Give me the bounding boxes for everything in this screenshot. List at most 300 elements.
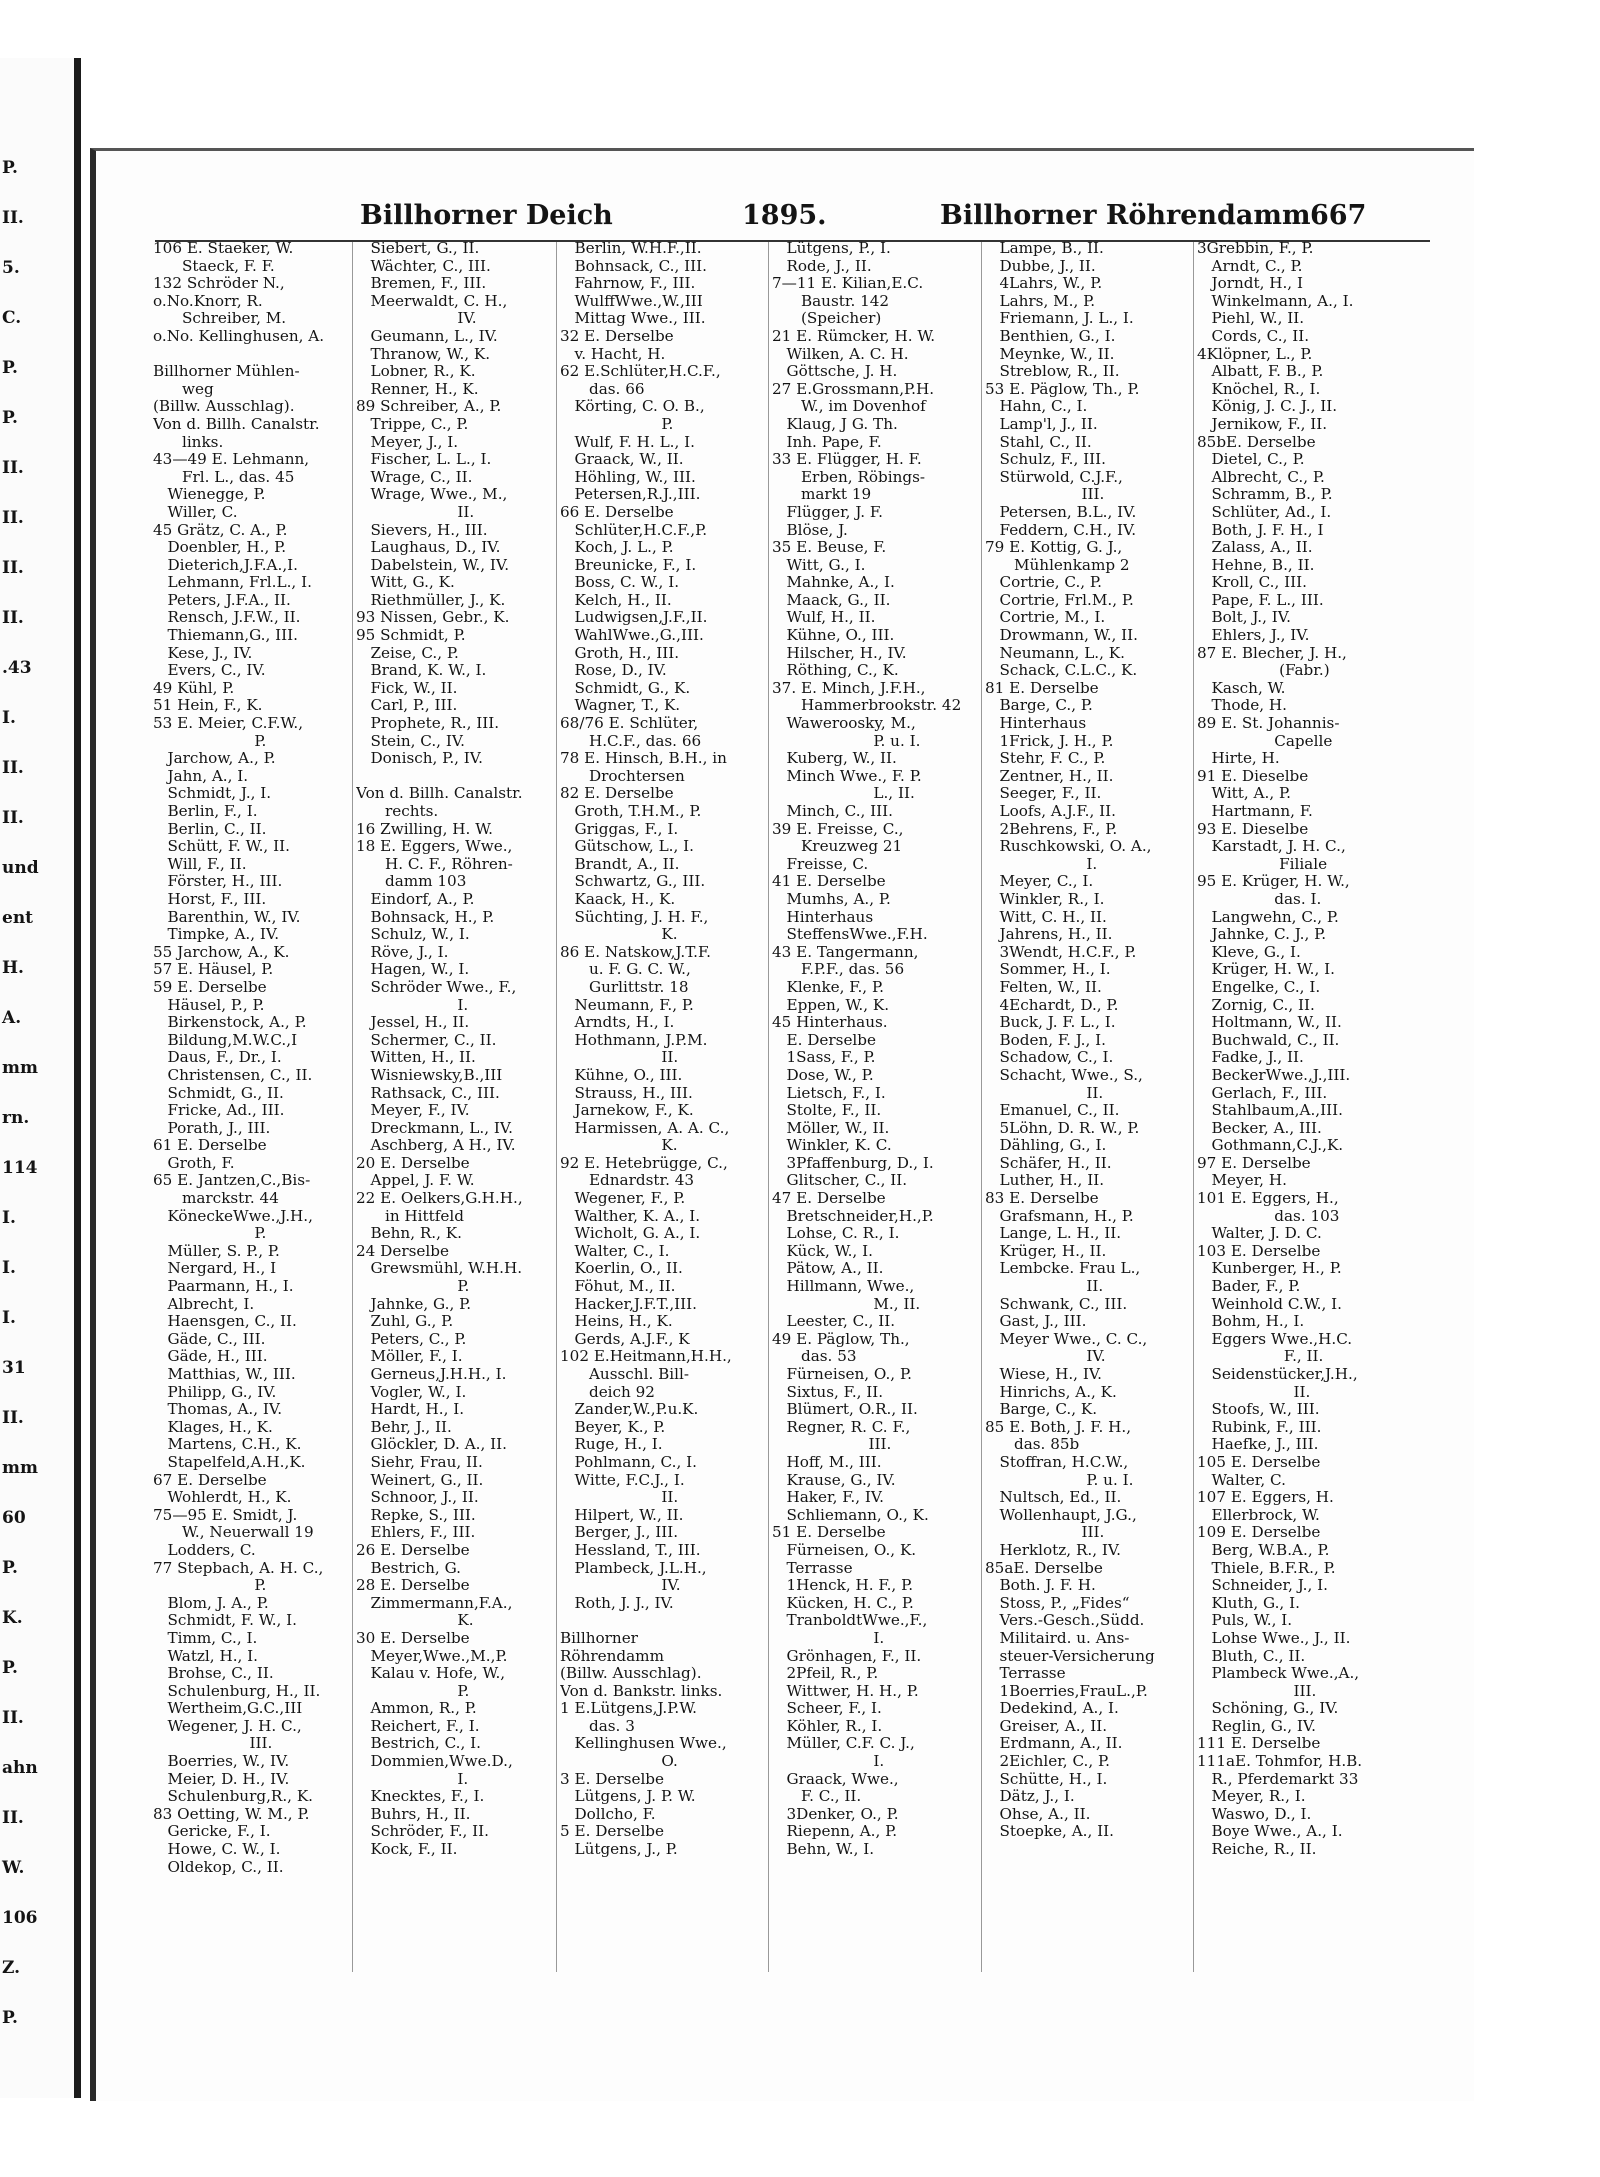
directory-entry: Erdmann, A., II. — [985, 1735, 1123, 1753]
directory-entry: Flügger, J. F. — [772, 503, 883, 521]
directory-entry: III. — [985, 486, 1105, 504]
directory-entry: Lütgens, J. P. W. — [560, 1788, 696, 1806]
directory-entry: 3 E. Derselbe — [560, 1770, 665, 1788]
directory-entry: Prophete, R., III. — [356, 715, 500, 733]
column-2 — [356, 240, 558, 1859]
directory-entry: Reglin, G., IV. — [1197, 1717, 1316, 1735]
directory-entry: Donisch, P., IV. — [356, 750, 483, 768]
directory-entry: Förster, H., III. — [153, 873, 283, 891]
directory-entry: 111 E. Derselbe — [1197, 1735, 1321, 1753]
prev-page-fragment: 60 — [2, 1508, 26, 1528]
column-3 — [560, 240, 762, 1859]
directory-entry: Lütgens, J., P. — [560, 1841, 678, 1859]
directory-entry: Glöckler, D. A., II. — [356, 1436, 507, 1454]
directory-entry: I. — [772, 1629, 885, 1647]
directory-entry: 105 E. Derselbe — [1197, 1453, 1321, 1471]
directory-entry: Waswo, D., I. — [1197, 1805, 1312, 1823]
directory-entry: 85bE. Derselbe — [1197, 433, 1316, 451]
directory-entry: Ruschkowski, O. A., — [985, 838, 1152, 856]
directory-entry: Kock, F., II. — [356, 1841, 458, 1859]
directory-entry: Wisniewsky,B.,III — [356, 1066, 503, 1084]
directory-entry: Kunberger, H., P. — [1197, 1260, 1342, 1278]
directory-entry: 93 Nissen, Gebr., K. — [356, 609, 510, 627]
directory-entry: Lampe, B., II. — [985, 240, 1104, 257]
prev-page-fragment: II. — [2, 758, 24, 778]
directory-entry: Lobner, R., K. — [356, 363, 476, 381]
directory-entry: Bluth, C., II. — [1197, 1647, 1306, 1665]
directory-entry: O. — [560, 1753, 678, 1771]
directory-entry: Blümert, O.R., II. — [772, 1401, 918, 1419]
directory-entry: Wrage, Wwe., M., — [356, 486, 508, 504]
directory-entry: Walther, K. A., I. — [560, 1207, 701, 1225]
directory-entry: Klenke, F., P. — [772, 978, 884, 996]
directory-entry: Nergard, H., I — [153, 1260, 277, 1278]
directory-entry: P. — [153, 1225, 267, 1243]
directory-entry: Buchwald, C., II. — [1197, 1031, 1340, 1049]
directory-entry: 109 E. Derselbe — [1197, 1524, 1321, 1542]
directory-entry: P. u. I. — [985, 1471, 1134, 1489]
directory-entry: Cortrie, C., P. — [985, 574, 1102, 592]
directory-entry: Lange, L. H., II. — [985, 1225, 1122, 1243]
directory-entry: I. — [985, 855, 1098, 873]
directory-entry: Walter, C., I. — [560, 1242, 670, 1260]
directory-entry: 78 E. Hinsch, B.H., in — [560, 750, 727, 768]
directory-entry: R., Pferdemarkt 33 — [1197, 1770, 1359, 1788]
directory-entry: P. — [560, 415, 674, 433]
directory-entry: Carl, P., III. — [356, 697, 458, 715]
directory-entry: 37. E. Minch, J.F.H., — [772, 679, 926, 697]
directory-entry: 24 Derselbe — [356, 1242, 449, 1260]
directory-entry: Bretschneider,H.,P. — [772, 1207, 934, 1225]
prev-page-fragment: W. — [2, 1858, 25, 1878]
directory-entry: Barge, C., K. — [985, 1401, 1098, 1419]
directory-entry: Fischer, L. L., I. — [356, 451, 492, 469]
directory-entry: Thiele, B.F.R., P. — [1197, 1559, 1336, 1577]
directory-entry: Philipp, G., IV. — [153, 1383, 277, 1401]
directory-entry: Albrecht, C., P. — [1197, 468, 1325, 486]
directory-entry: WahlWwe.,G.,III. — [560, 627, 704, 645]
directory-entry: Meyer Wwe., C. C., — [985, 1330, 1148, 1348]
directory-entry: Staeck, F. F. — [153, 257, 275, 275]
directory-entry: Erben, Röbings- — [772, 468, 926, 486]
directory-entry: Hilpert, W., II. — [560, 1506, 684, 1524]
directory-entry: Terrasse — [772, 1559, 853, 1577]
directory-entry: Sommer, H., I. — [985, 961, 1111, 979]
column-rule — [352, 242, 353, 1972]
directory-entry: (Billw. Ausschlag). — [560, 1665, 702, 1683]
prev-page-fragment: II. — [2, 208, 24, 228]
directory-entry: Jahn, A., I. — [153, 767, 249, 785]
prev-page-fragment: 31 — [2, 1358, 26, 1378]
directory-entry: Koch, J. L., P. — [560, 539, 674, 557]
directory-entry: Peters, C., P. — [356, 1330, 467, 1348]
directory-entry: Lietsch, F., I. — [772, 1084, 886, 1102]
directory-entry: 111aE. Tohmfor, H.B. — [1197, 1753, 1363, 1771]
directory-entry: Eggers Wwe.,H.C. — [1197, 1330, 1353, 1348]
directory-entry: Zornig, C., II. — [1197, 996, 1315, 1014]
prev-page-fragment: P. — [2, 1658, 18, 1678]
directory-entry: Grewsmühl, W.H.H. — [356, 1260, 523, 1278]
directory-entry: Gericke, F., I. — [153, 1823, 271, 1841]
directory-entry: Pohlmann, C., I. — [560, 1453, 697, 1471]
directory-entry: Berlin, F., I. — [153, 803, 258, 820]
directory-entry: Mahnke, A., I. — [772, 574, 895, 592]
directory-entry: 51 Hein, F., K. — [153, 697, 263, 715]
directory-entry: Felten, W., II. — [985, 978, 1102, 996]
directory-entry: Bader, F., P. — [1197, 1278, 1301, 1296]
directory-entry: Walter, C. — [1197, 1471, 1286, 1489]
directory-entry: Appel, J. F. W. — [356, 1172, 475, 1190]
directory-entry: Stehr, F. C., P. — [985, 750, 1106, 768]
directory-entry: Lütgens, P., I. — [772, 240, 891, 257]
directory-entry: W., im Dovenhof — [772, 398, 926, 416]
directory-entry: 35 E. Beuse, F. — [772, 539, 887, 557]
directory-entry: Minch, C., III. — [772, 803, 894, 820]
directory-entry: Reichert, F., I. — [356, 1717, 480, 1735]
directory-entry: Baustr. 142 — [772, 292, 890, 310]
directory-entry: Wächter, C., III. — [356, 257, 491, 275]
directory-entry: 20 E. Derselbe — [356, 1154, 470, 1172]
prev-page-fragment: und — [2, 858, 39, 878]
directory-entry: Heins, H., K. — [560, 1313, 673, 1331]
column-rule — [1193, 242, 1194, 1972]
directory-entry: Rubink, F., III. — [1197, 1418, 1322, 1436]
column-1 — [153, 240, 355, 1876]
directory-entry: Stoepke, A., II. — [985, 1823, 1114, 1841]
directory-entry: P. — [356, 1682, 470, 1700]
directory-entry: Siehr, Frau, II. — [356, 1453, 483, 1471]
directory-entry: 91 E. Dieselbe — [1197, 767, 1309, 785]
directory-entry: Feddern, C.H., IV. — [985, 521, 1137, 539]
directory-entry: 43 E. Tangermann, — [772, 943, 919, 961]
directory-entry: 22 E. Oelkers,G.H.H., — [356, 1190, 523, 1208]
directory-entry: u. F. G. C. W., — [560, 961, 691, 979]
directory-entry: M., II. — [772, 1295, 921, 1313]
prev-page-fragment: P. — [2, 2008, 18, 2028]
column-6 — [1197, 240, 1399, 1859]
directory-entry: Capelle — [1197, 732, 1333, 750]
directory-entry: Stoffran, H.C.W., — [985, 1453, 1129, 1471]
directory-entry: Von d. Bankstr. links. — [560, 1682, 723, 1700]
directory-entry: Strauss, H., III. — [560, 1084, 693, 1102]
directory-entry: Herklotz, R., IV. — [985, 1541, 1121, 1559]
directory-entry: Cortrie, Frl.M., P. — [985, 591, 1134, 609]
directory-entry: Schacht, Wwe., S., — [985, 1066, 1143, 1084]
directory-entry: Fürneisen, O., K. — [772, 1541, 917, 1559]
directory-entry: Hirte, H. — [1197, 750, 1280, 768]
directory-entry: P. — [153, 732, 267, 750]
directory-entry: Roth, J. J., IV. — [560, 1594, 674, 1612]
directory-entry: Winkelmann, A., I. — [1197, 292, 1354, 310]
directory-entry: Brand, K. W., I. — [356, 662, 487, 680]
directory-entry: Oldekop, C., II. — [153, 1858, 284, 1876]
directory-entry: E. Derselbe — [772, 1031, 876, 1049]
directory-entry: Winkler, R., I. — [985, 890, 1105, 908]
directory-entry: 67 E. Derselbe — [153, 1471, 267, 1489]
directory-entry: IV. — [560, 1577, 681, 1595]
directory-entry: das. I. — [1197, 890, 1322, 908]
prev-page-fragment: I. — [2, 1258, 16, 1278]
directory-entry: 33 E. Flügger, H. F. — [772, 451, 922, 469]
directory-entry: Stahlbaum,A.,III. — [1197, 1102, 1343, 1120]
directory-entry: Schütt, F. W., II. — [153, 838, 290, 856]
directory-entry: Vers.-Gesch.,Südd. — [985, 1612, 1145, 1630]
directory-entry: Krause, G., IV. — [772, 1471, 896, 1489]
directory-entry: 82 E. Derselbe — [560, 785, 674, 803]
directory-entry: Wittwer, H. H., P. — [772, 1682, 919, 1700]
directory-entry: Repke, S., III. — [356, 1506, 476, 1524]
directory-entry: Puls, W., I. — [1197, 1612, 1293, 1630]
directory-entry: Riethmüller, J., K. — [356, 591, 506, 609]
directory-entry: Meyer,Wwe.,M.,P. — [356, 1647, 508, 1665]
directory-entry: Lohse Wwe., J., II. — [1197, 1629, 1351, 1647]
directory-entry: Geumann, L., IV. — [356, 327, 498, 345]
directory-entry: F. C., II. — [772, 1788, 862, 1806]
directory-entry: Harmissen, A. A. C., — [560, 1119, 730, 1137]
directory-entry: Grönhagen, F., II. — [772, 1647, 922, 1665]
directory-entry: Thomas, A., IV. — [153, 1401, 283, 1419]
directory-entry: Fadke, J., II. — [1197, 1049, 1304, 1067]
directory-entry: II. — [985, 1084, 1104, 1102]
directory-entry: Dabelstein, W., IV. — [356, 556, 510, 574]
directory-entry: Buhrs, H., II. — [356, 1805, 471, 1823]
directory-entry: Dedekind, A., I. — [985, 1700, 1119, 1718]
directory-entry: Schmidt, J., I. — [153, 785, 272, 803]
directory-entry: Rensch, J.F.W., II. — [153, 609, 301, 627]
directory-entry: Thode, H. — [1197, 697, 1287, 715]
directory-entry: Dreckmann, L., IV. — [356, 1119, 513, 1137]
directory-entry: 5Löhn, D. R. W., P. — [985, 1119, 1140, 1137]
directory-entry: 55 Jarchow, A., K. — [153, 943, 290, 961]
directory-entry: Winkler, K. C. — [772, 1137, 892, 1155]
directory-entry: Terrasse — [985, 1665, 1066, 1683]
directory-entry: Eppen, W., K. — [772, 996, 890, 1014]
directory-entry: Will, F., II. — [153, 855, 247, 873]
directory-entry: Gast, J., III. — [985, 1313, 1087, 1331]
directory-entry: Ausschl. Bill- — [560, 1366, 689, 1383]
directory-entry: Schröder, F., II. — [356, 1823, 490, 1841]
directory-entry: 3Wendt, H.C.F., P. — [985, 943, 1137, 961]
directory-entry: Hammerbrookstr. 42 — [772, 697, 962, 715]
directory-entry: 5 E. Derselbe — [560, 1823, 665, 1841]
directory-entry: Howe, C. W., I. — [153, 1841, 281, 1859]
directory-entry: Meyer, F., IV. — [356, 1102, 470, 1120]
directory-entry: 103 E. Derselbe — [1197, 1242, 1321, 1260]
directory-entry: Schreiber, M. — [153, 310, 287, 328]
directory-entry: 53 E. Päglow, Th., P. — [985, 380, 1140, 398]
directory-entry: Martens, C.H., K. — [153, 1436, 302, 1454]
directory-entry: Jarnekow, F., K. — [560, 1102, 694, 1120]
directory-entry: Streblow, R., II. — [985, 363, 1120, 381]
directory-entry: 68/76 E. Schlüter, — [560, 715, 699, 733]
directory-entry: Inh. Pape, F. — [772, 433, 882, 451]
directory-entry: Greiser, A., II. — [985, 1717, 1108, 1735]
directory-entry: Hartmann, F. — [1197, 803, 1313, 820]
directory-entry: Hoff, M., III. — [772, 1453, 882, 1471]
directory-entry: III. — [153, 1735, 273, 1753]
directory-entry: Krüger, H., II. — [985, 1242, 1107, 1260]
directory-entry: 102 E.Heitmann,H.H., — [560, 1348, 732, 1366]
directory-entry: Sixtus, F., II. — [772, 1383, 884, 1401]
directory-entry: Schmidt, F. W., I. — [153, 1612, 298, 1630]
directory-entry: Nultsch, Ed., II. — [985, 1489, 1122, 1507]
directory-entry: (Speicher) — [772, 310, 882, 328]
directory-entry: Bestrich, G. — [356, 1559, 462, 1577]
directory-entry: Scheer, F., I. — [772, 1700, 882, 1718]
directory-entry: rechts. — [356, 803, 439, 820]
directory-entry: Haensgen, C., II. — [153, 1313, 297, 1331]
directory-entry: Meyer, R., I. — [1197, 1788, 1306, 1806]
directory-entry: Schulz, F., III. — [985, 451, 1106, 469]
directory-entry: Breunicke, F., I. — [560, 556, 697, 574]
directory-entry: das. 3 — [560, 1717, 635, 1735]
directory-entry: Filiale — [1197, 855, 1328, 873]
directory-entry: Hinterhaus — [985, 715, 1087, 733]
directory-entry: 66 E. Derselbe — [560, 503, 674, 521]
directory-entry: Porath, J., III. — [153, 1119, 271, 1137]
directory-entry: 39 E. Freisse, C., — [772, 820, 904, 838]
directory-entry: 89 Schreiber, A., P. — [356, 398, 502, 416]
directory-entry: Schütte, H., I. — [985, 1770, 1108, 1788]
directory-entry: Schulenburg, H., II. — [153, 1682, 321, 1700]
directory-entry: 101 E. Eggers, H., — [1197, 1190, 1339, 1208]
directory-entry: Bildung,M.W.C.,I — [153, 1031, 298, 1049]
directory-entry: 51 E. Derselbe — [772, 1524, 886, 1542]
directory-entry: Föhut, M., II. — [560, 1278, 676, 1296]
directory-entry: Freisse, C. — [772, 855, 869, 873]
previous-page-edge — [0, 58, 74, 2098]
directory-entry: Seeger, F., II. — [985, 785, 1102, 803]
directory-entry: Walter, J. D. C. — [1197, 1225, 1322, 1243]
directory-entry: Mühlenkamp 2 — [985, 556, 1130, 574]
directory-entry: Lehmann, Frl.L., I. — [153, 574, 312, 592]
directory-entry: Kleve, G., I. — [1197, 943, 1301, 961]
directory-entry: Stoss, P., „Fides“ — [985, 1594, 1130, 1612]
directory-entry: I. — [356, 996, 469, 1014]
directory-entry: Gurlittstr. 18 — [560, 978, 689, 996]
directory-entry: 45 Hinterhaus. — [772, 1014, 888, 1032]
directory-entry: Fürneisen, O., P. — [772, 1366, 912, 1383]
prev-page-fragment: K. — [2, 1608, 23, 1628]
directory-entry: Klaug, J G. Th. — [772, 415, 898, 433]
directory-entry: Wohlerdt, H., K. — [153, 1489, 292, 1507]
directory-entry: 1 E.Lütgens,J.P.W. — [560, 1700, 697, 1718]
directory-entry: Griggas, F., I. — [560, 820, 679, 838]
directory-entry: F., II. — [1197, 1348, 1324, 1366]
prev-page-fragment: P. — [2, 358, 18, 378]
directory-entry: 30 E. Derselbe — [356, 1629, 470, 1647]
directory-entry: Watzl, H., I. — [153, 1647, 258, 1665]
column-4 — [772, 240, 974, 1859]
directory-entry: 16 Zwilling, H. W. — [356, 820, 493, 838]
directory-entry: Reiche, R., II. — [1197, 1841, 1317, 1859]
directory-entry: deich 92 — [560, 1383, 655, 1401]
directory-entry: 41 E. Derselbe — [772, 873, 886, 891]
prev-page-fragment: .43 — [2, 658, 32, 678]
prev-page-fragment: I. — [2, 1208, 16, 1228]
directory-entry: Horst, F., III. — [153, 890, 267, 908]
directory-entry: 75—95 E. Smidt, J. — [153, 1506, 298, 1524]
directory-entry: 65 E. Jantzen,C.,Bis- — [153, 1172, 311, 1190]
directory-entry: Arndt, C., P. — [1197, 257, 1303, 275]
directory-entry: Krüger, H. W., I. — [1197, 961, 1335, 979]
directory-entry: Dubbe, J., II. — [985, 257, 1096, 275]
directory-entry: Röthing, C., K. — [772, 662, 899, 680]
directory-entry: 83 Oetting, W. M., P. — [153, 1805, 310, 1823]
directory-entry: Dose, W., P. — [772, 1066, 874, 1084]
directory-entry: Berger, J., III. — [560, 1524, 679, 1542]
directory-entry: Vogler, W., I. — [356, 1383, 467, 1401]
directory-entry: 95 Schmidt, P. — [356, 627, 466, 645]
directory-entry: Von d. Billh. Canalstr. — [356, 785, 523, 803]
directory-entry: Kücken, H. C., P. — [772, 1594, 914, 1612]
directory-entry: Kelch, H., II. — [560, 591, 672, 609]
directory-entry: Petersen,R.J.,III. — [560, 486, 701, 504]
directory-entry: Kasch, W. — [1197, 679, 1286, 697]
directory-entry: Kese, J., IV. — [153, 644, 253, 662]
directory-entry: v. Hacht, H. — [560, 345, 666, 363]
directory-entry: Friemann, J. L., I. — [985, 310, 1134, 328]
directory-entry: Kaack, H., K. — [560, 890, 676, 908]
directory-entry: Barge, C., P. — [985, 697, 1093, 715]
directory-entry: Cortrie, M., I. — [985, 609, 1106, 627]
directory-entry: Haefke, J., III. — [1197, 1436, 1319, 1454]
directory-entry: Gerneus,J.H.H., I. — [356, 1366, 507, 1383]
prev-page-fragment: II. — [2, 608, 24, 628]
directory-entry: Lodders, C. — [153, 1541, 256, 1559]
directory-entry: Lembcke. Frau L., — [985, 1260, 1141, 1278]
directory-entry: II. — [560, 1049, 679, 1067]
right-street-title: Billhorner Röhrendamm — [940, 200, 1311, 231]
directory-entry: I. — [356, 1770, 469, 1788]
directory-entry: Gothmann,C.J.,K. — [1197, 1137, 1344, 1155]
year: 1895. — [742, 200, 827, 231]
directory-entry: Schack, C.L.C., K. — [985, 662, 1138, 680]
directory-entry: Hagen, W., I. — [356, 961, 470, 979]
directory-entry: 83 E. Derselbe — [985, 1190, 1099, 1208]
prev-page-fragment: II. — [2, 508, 24, 528]
directory-entry: Albatt, F. B., P. — [1197, 363, 1324, 381]
directory-entry: Militaird. u. Ans- — [985, 1629, 1130, 1647]
directory-entry: Jahnke, C. J., P. — [1197, 926, 1327, 944]
directory-entry: Schadow, C., I. — [985, 1049, 1114, 1067]
directory-entry: Wollenhaupt, J.G., — [985, 1506, 1137, 1524]
directory-entry: Buck, J. F. L., I. — [985, 1014, 1116, 1032]
directory-entry: 132 Schröder N., — [153, 275, 285, 293]
directory-entry: Becker, A., III. — [1197, 1119, 1322, 1137]
directory-entry: Rose, D., IV. — [560, 662, 667, 680]
directory-entry: Leester, C., II. — [772, 1313, 896, 1331]
directory-entry: 43—49 E. Lehmann, — [153, 451, 310, 469]
page-number: 667 — [1310, 200, 1367, 231]
directory-entry: Knöchel, R., I. — [1197, 380, 1321, 398]
directory-entry: 86 E. Natskow,J.T.F. — [560, 943, 711, 961]
directory-entry: Göttsche, J. H. — [772, 363, 898, 381]
column-rule — [981, 242, 982, 1972]
directory-entry: Bohnsack, H., P. — [356, 908, 495, 926]
directory-entry: Cords, C., II. — [1197, 327, 1310, 345]
directory-entry: Dommien,Wwe.D., — [356, 1753, 513, 1771]
directory-entry: Wagner, T., K. — [560, 697, 681, 715]
directory-entry: Witt, G., I. — [772, 556, 866, 574]
directory-entry: marckstr. 44 — [153, 1190, 279, 1208]
directory-entry: 79 E. Kottig, G. J., — [985, 539, 1123, 557]
directory-entry: 87 E. Blecher, J. H., — [1197, 644, 1347, 662]
directory-entry: Möller, W., II. — [772, 1119, 890, 1137]
directory-entry: WulffWwe.,W.,III — [560, 292, 703, 310]
directory-entry: Neumann, L., K. — [985, 644, 1125, 662]
directory-entry: Meynke, W., II. — [985, 345, 1115, 363]
